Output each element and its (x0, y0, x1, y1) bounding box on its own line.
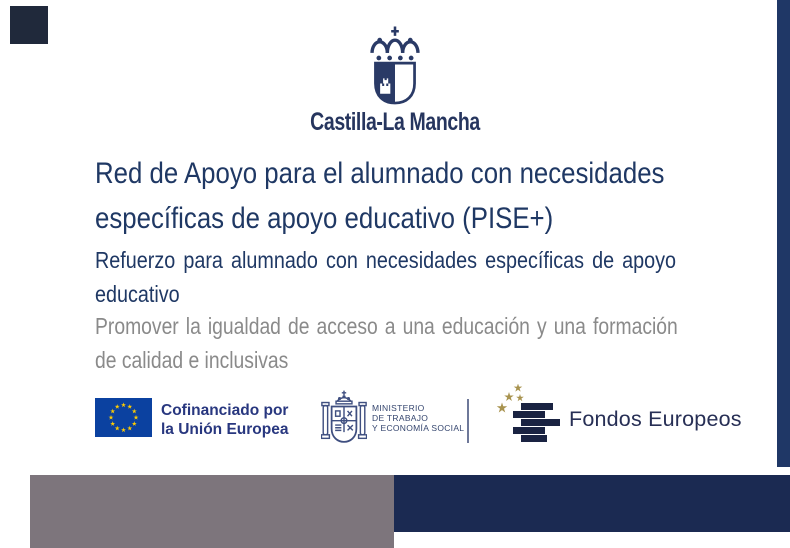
bottom-navy-bar (394, 475, 790, 532)
subtitle-line-1: Refuerzo para alumnado con necesidades específicas de apoyo (95, 247, 677, 273)
eu-cofunding-line-2: la Unión Europea (161, 421, 289, 438)
page-title (95, 151, 735, 241)
ministry-line-2: DE TRABAJO (372, 412, 429, 423)
title-line-1: Red de Apoyo para el alumnado con necesidades (95, 157, 665, 190)
objective-line-1: Promover la igualdad de acceso a una educación y una formación (95, 313, 678, 339)
title-line-2: específicas de apoyo educativo (PISE+) (95, 202, 554, 235)
objective-text (95, 309, 735, 377)
eu-flag-icon (95, 398, 152, 437)
bottom-gray-bar (30, 475, 394, 548)
subtitle-line-2: educativo (95, 281, 180, 307)
eu-cofunding-label (161, 401, 288, 439)
footer-logo-divider (467, 399, 469, 443)
region-wordmark: Castilla-La Mancha (310, 108, 480, 136)
ministry-label (372, 404, 464, 433)
castilla-la-mancha-crown-shield-icon (350, 24, 440, 109)
ministry-line-1: MINISTERIO (372, 403, 425, 413)
fondos-europeos-icon (494, 384, 566, 446)
corner-accent-square (10, 6, 48, 44)
objective-line-2: de calidad e inclusivas (95, 347, 289, 373)
spain-coat-of-arms-icon (321, 389, 367, 447)
right-edge-bar (777, 0, 790, 467)
fondos-europeos-label: Fondos Europeos (569, 407, 742, 431)
subtitle (95, 243, 735, 311)
eu-cofunding-line-1: Cofinanciado por (161, 402, 289, 419)
ministry-line-3: Y ECONOMÍA SOCIAL (372, 422, 465, 433)
